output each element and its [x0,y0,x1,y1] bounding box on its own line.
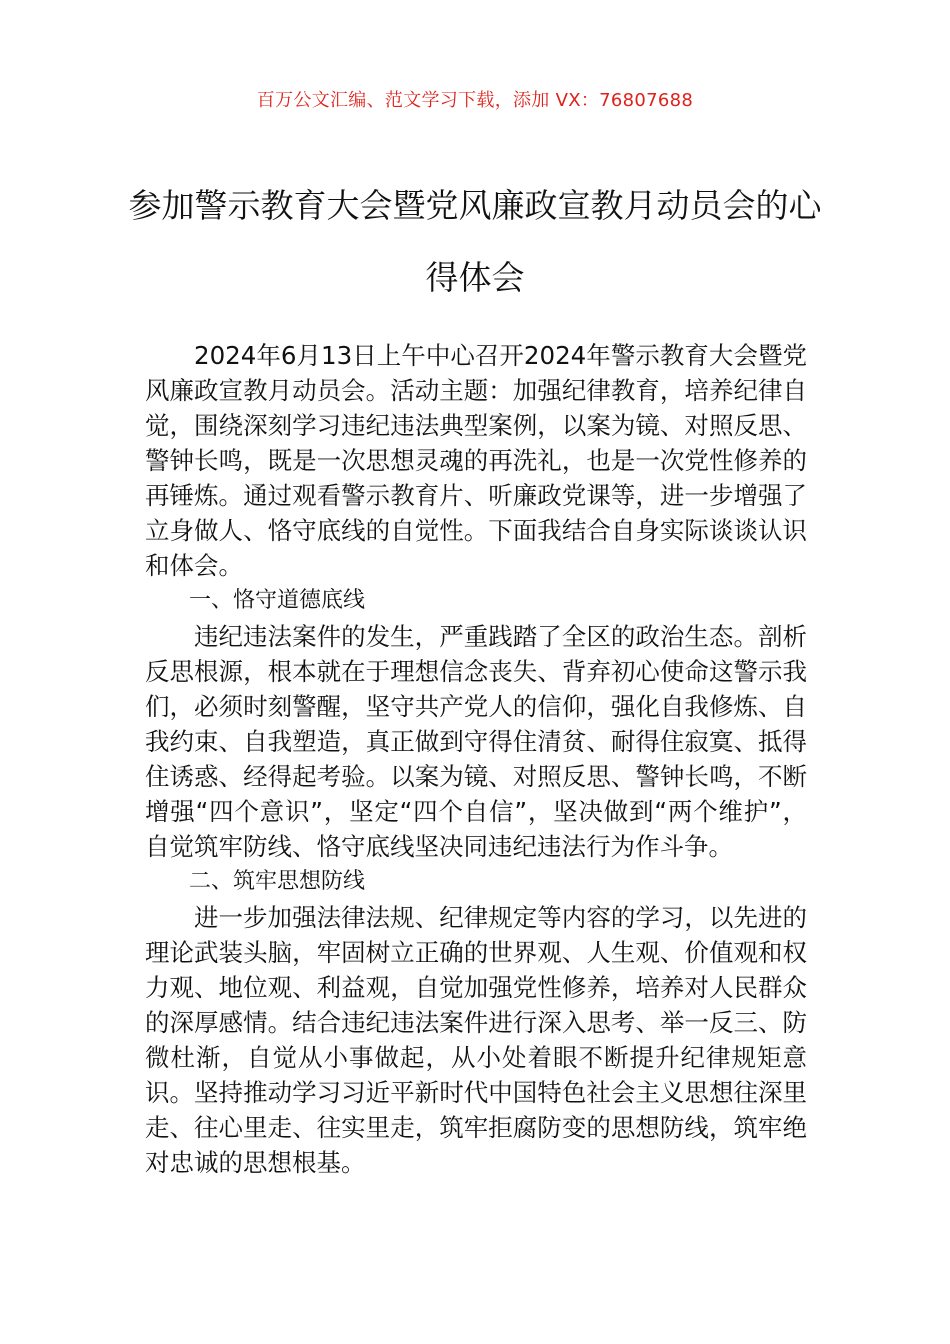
section-heading-1: 一、恪守道德底线 [189,588,366,613]
watermark-banner: 百万公文汇编、范文学习下载，添加 VX：76807688 [256,90,694,111]
section-heading-2: 二、筑牢思想防线 [189,869,366,894]
intro-paragraph: 2024年6月13日上午中心召开2024年警示教育大会暨党风廉政宣教月动员会。活动主题：加强纪律教育，培养纪律自觉，围绕深刻学习违纪违法典型案例，以案为镜、对照反思、警钟长鸣，既是一次思想灵魂的再洗礼，也是一次党性修养的再锤炼。通过观看警示教育片、听廉政党课等，进一步增强了立身做人、恪守底线的自觉性。下面我结合自身实际谈谈认识和体会。 [145,341,807,580]
section-2-paragraph: 进一步加强法律法规、纪律规定等内容的学习，以先进的理论武装头脑，牢固树立正确的世界观、人生观、价值观和权力观、地位观、利益观，自觉加强党性修养，培养对人民群众的深厚感情。结合违纪违法案件进行深入思考、举一反三、防微杜渐，自觉从小事做起，从小处着眼不断提升纪律规矩意识。坚持推动学习习近平新时代中国特色社会主义思想往深里走、往心里走、往实里走，筑牢拒腐防变的思想防线，筑牢绝对忠诚的思想根基。 [145,903,807,1177]
document-title: 参加警示教育大会暨党风廉政宣教月动员会的心得体会 [128,186,822,297]
document-body [145,338,807,1180]
section-1-paragraph: 违纪违法案件的发生，严重践踏了全区的政治生态。剖析反思根源，根本就在于理想信念丧失、背弃初心使命这警示我们，必须时刻警醒，坚守共产党人的信仰，强化自我修炼、自我约束、自我塑造，真正做到守得住清贫、耐得住寂寞、抵得住诱惑、经得起考验。以案为镜、对照反思、警钟长鸣，不断增强“四个意识”，坚定“四个自信”，坚决做到“两个维护”，自觉筑牢防线、恪守底线坚决同违纪违法行为作斗争。 [145,622,807,861]
